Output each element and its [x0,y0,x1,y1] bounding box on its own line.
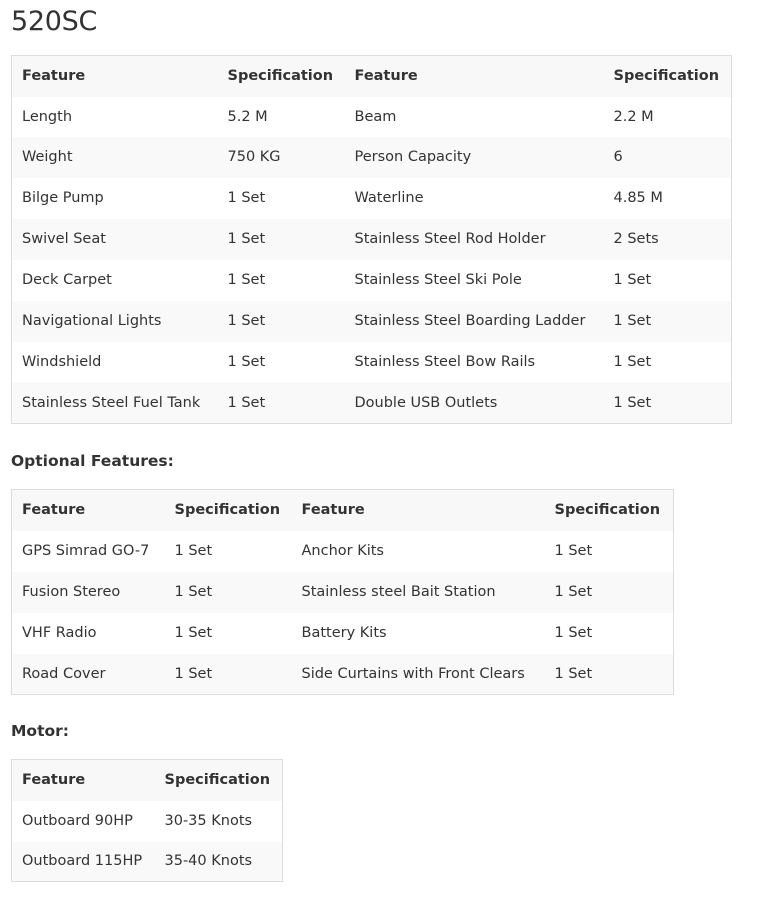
feature-cell: Weight [22,149,73,165]
feature-cell: Stainless steel Bait Station [301,584,496,600]
column-header: Feature [301,502,365,519]
table-row [12,219,732,260]
feature-cell: Windshield [22,354,102,370]
table-row [12,654,674,695]
spec-cell: 1 Set [227,272,266,288]
spec-cell: 1 Set [227,354,266,370]
column-header: Specification [164,772,271,789]
feature-cell: Swivel Seat [22,231,106,247]
table-header-row [12,760,283,801]
spec-cell: 1 Set [174,665,213,682]
table-row [12,260,732,301]
spec-cell: 2 Sets [613,231,659,247]
feature-cell: Navigational Lights [22,313,162,329]
feature-cell: Fusion Stereo [22,584,121,600]
feature-cell: Road Cover [22,665,106,682]
feature-cell: Anchor Kits [301,543,384,559]
feature-cell: Deck Carpet [22,272,112,288]
spec-cell: 1 Set [174,584,213,600]
feature-cell: Stainless Steel Ski Pole [354,272,522,288]
spec-cell: 1 Set [554,625,593,641]
spec-cell: 750 KG [227,149,281,165]
table-row [12,97,732,137]
spec-table [11,55,732,424]
spec-cell: 6 [613,149,623,165]
spec-cell: 1 Set [554,584,593,600]
feature-cell: Length [22,108,73,125]
feature-cell: Side Curtains with Front Clears [301,665,525,682]
spec-cell: 1 Set [554,665,593,682]
motor-table [11,759,283,882]
spec-cell: 1 Set [227,313,266,329]
feature-cell: Outboard 90HP [22,813,133,829]
spec-cell: 1 Set [174,625,213,641]
motor-heading: Motor: [11,722,69,740]
table-row [12,383,732,424]
spec-cell: 5.2 M [227,108,268,125]
column-header: Feature [22,68,86,85]
feature-cell: Battery Kits [301,625,387,641]
table-row [12,301,732,342]
column-header: Specification [613,68,720,85]
spec-cell: 1 Set [174,543,213,559]
column-header: Specification [227,68,334,85]
feature-cell: GPS Simrad GO-7 [22,543,150,559]
feature-cell: Bilge Pump [22,190,104,206]
table-row [12,572,674,613]
optional-features-heading: Optional Features: [11,452,174,470]
spec-cell: 1 Set [227,394,266,411]
feature-cell: VHF Radio [22,625,97,641]
spec-cell: 1 Set [613,354,652,370]
table-header-row [12,490,674,531]
table-row [12,531,674,572]
feature-cell: Stainless Steel Boarding Ladder [354,313,586,329]
spec-cell: 30-35 Knots [164,813,253,829]
table-row [12,342,732,383]
table-row [12,137,732,178]
column-header: Specification [554,502,661,519]
spec-cell: 1 Set [613,394,652,411]
spec-cell: 1 Set [227,190,266,206]
table-header-row [12,56,732,97]
column-header: Feature [22,502,86,519]
feature-cell: Person Capacity [354,149,472,165]
feature-cell: Beam [354,108,397,125]
page-title: 520SC [11,6,98,37]
spec-cell: 4.85 M [613,190,663,206]
spec-cell: 1 Set [613,313,652,329]
spec-cell: 1 Set [613,272,652,288]
feature-cell: Double USB Outlets [354,394,498,411]
column-header: Specification [174,502,281,519]
spec-cell: 35-40 Knots [164,853,253,870]
feature-cell: Stainless Steel Rod Holder [354,231,546,247]
feature-cell: Stainless Steel Fuel Tank [22,394,201,411]
spec-cell: 2.2 M [613,108,654,125]
column-header: Feature [22,772,86,789]
table-row [12,178,732,219]
feature-cell: Stainless Steel Bow Rails [354,354,536,370]
table-row [12,842,283,882]
spec-cell: 1 Set [227,231,266,247]
table-row [12,613,674,654]
optional-features-table [11,489,674,695]
table-row [12,801,283,842]
spec-cell: 1 Set [554,543,593,559]
feature-cell: Outboard 115HP [22,853,143,870]
feature-cell: Waterline [354,190,424,206]
column-header: Feature [354,68,418,85]
